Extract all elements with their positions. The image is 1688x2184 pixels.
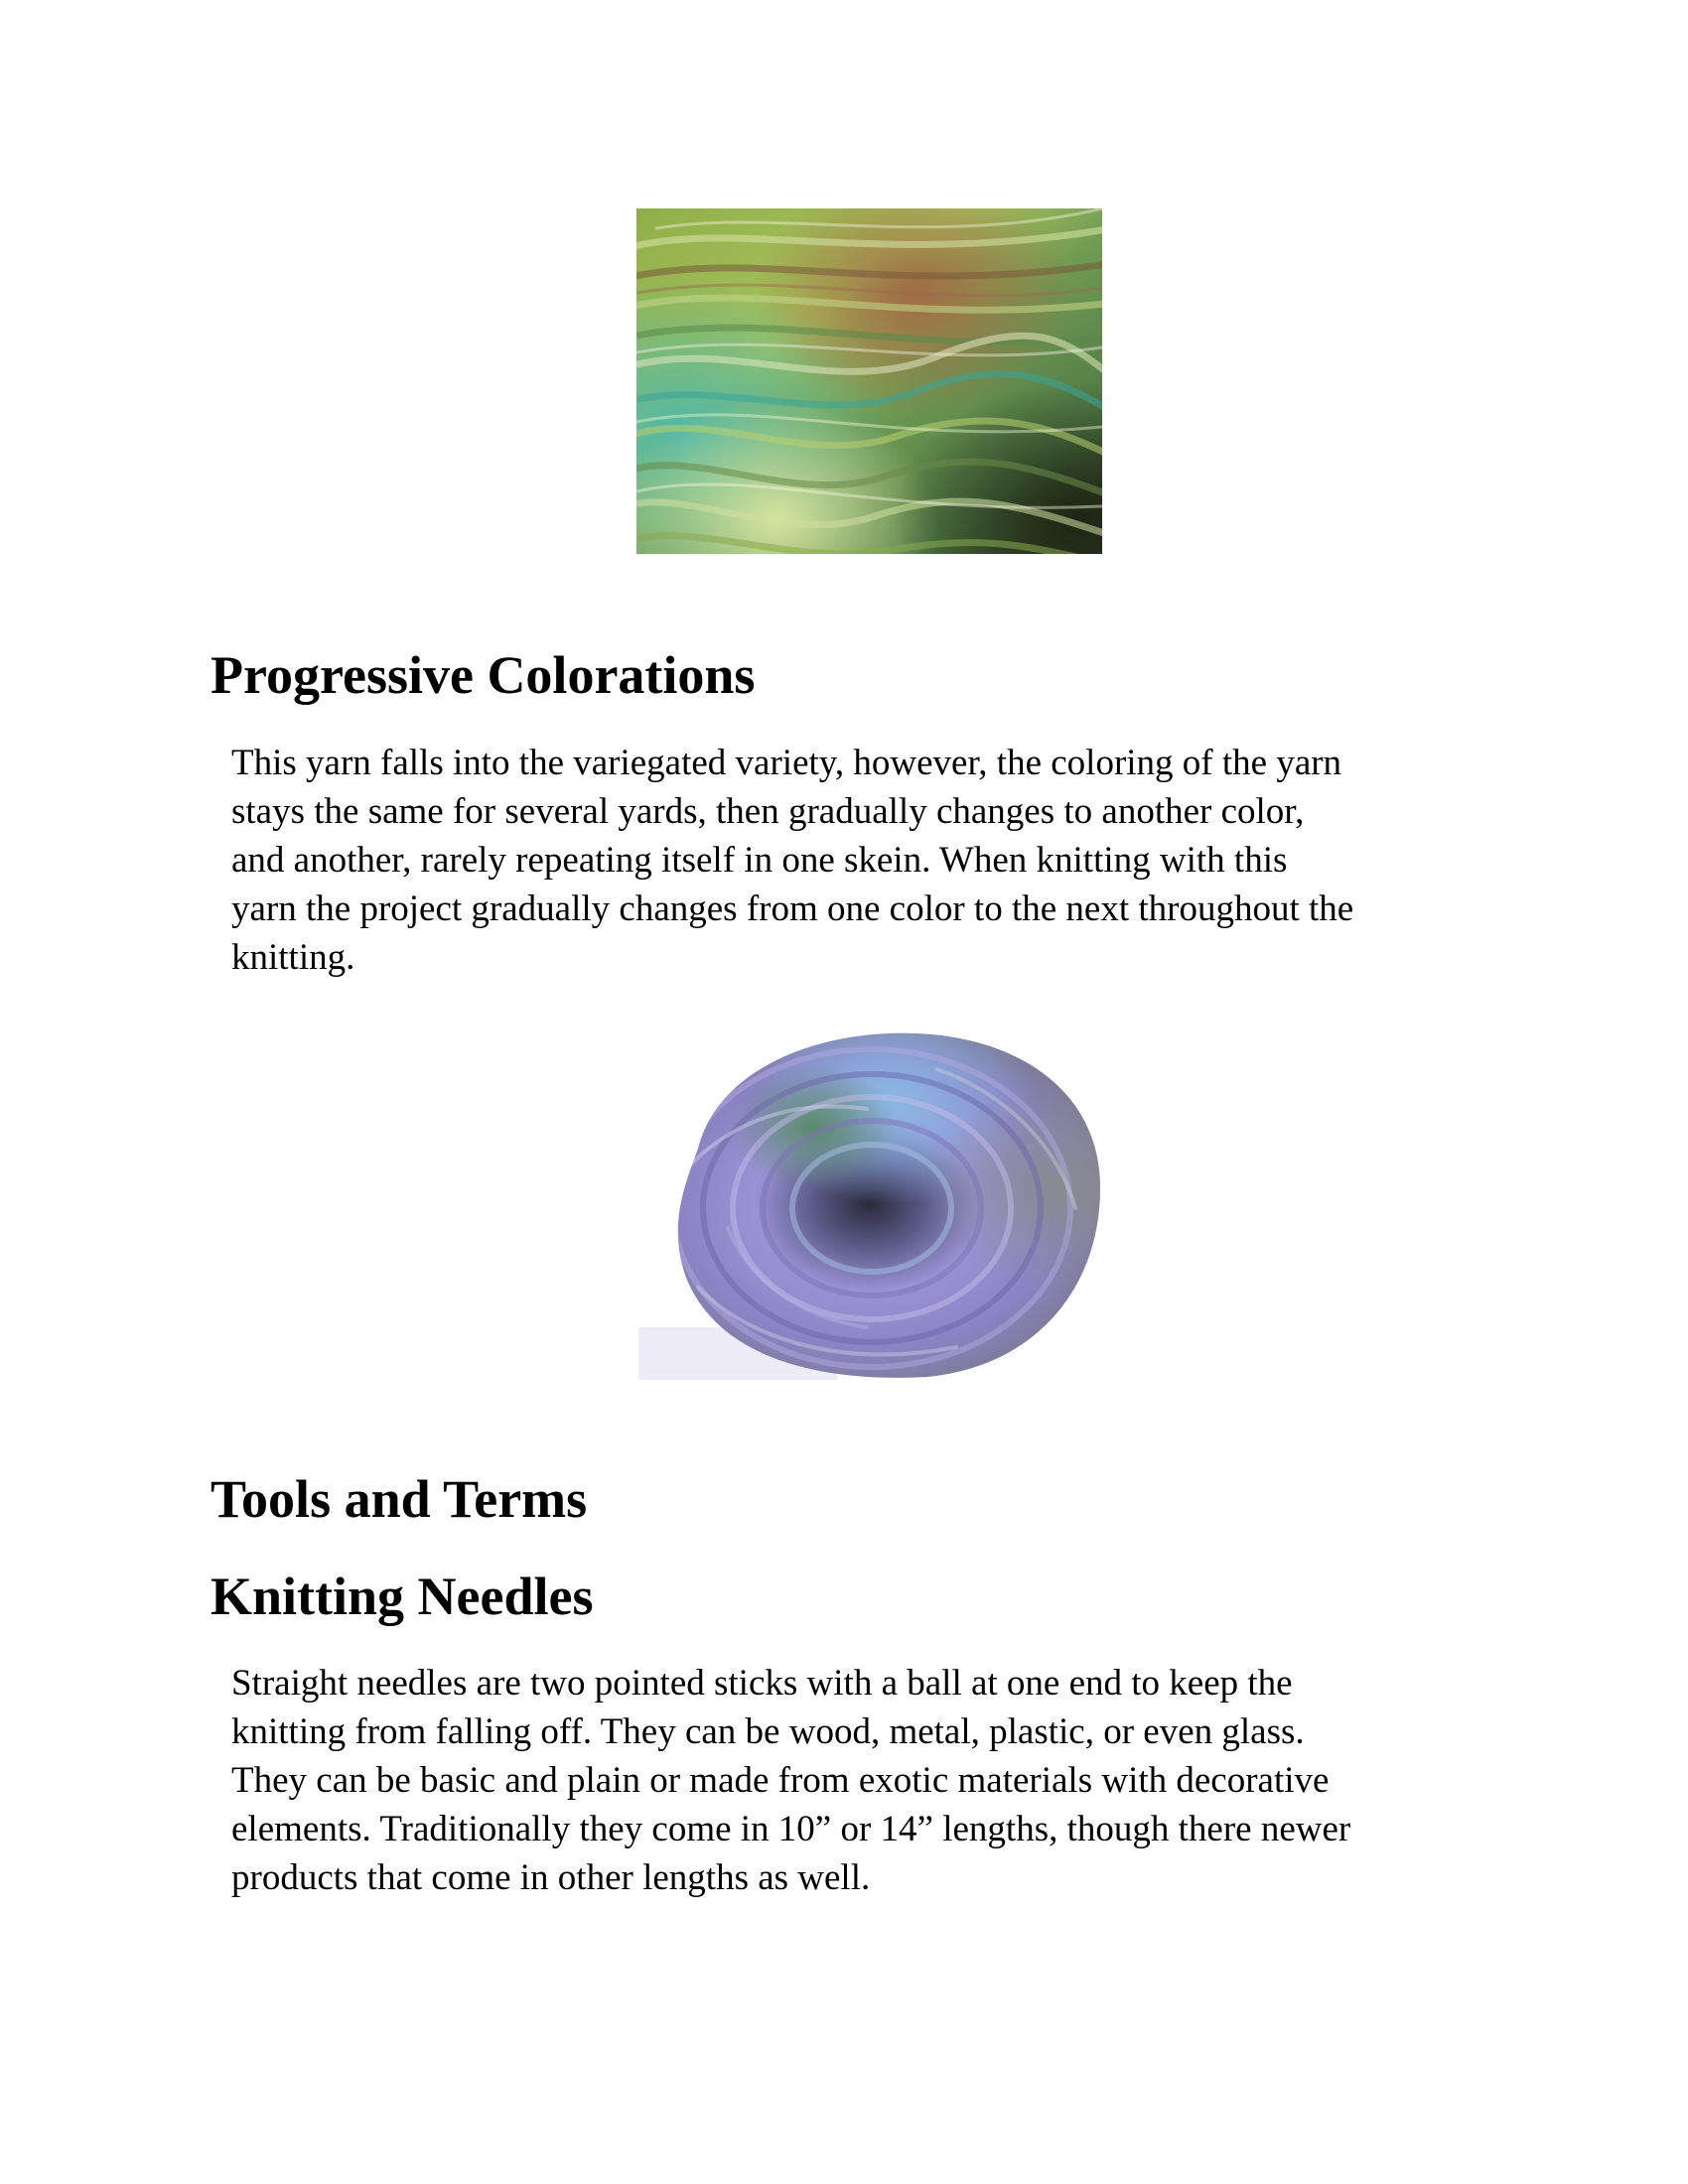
paragraph-line: This yarn falls into the variegated variety, however, the coloring of the yarn bbox=[231, 743, 1342, 783]
paragraph-line: They can be basic and plain or made from exotic materials with decorative bbox=[231, 1760, 1330, 1801]
yarn-ball-photo bbox=[638, 1029, 1100, 1380]
paragraph-line: knitting. bbox=[231, 937, 355, 978]
section-heading-tools-and-terms: Tools and Terms bbox=[211, 1469, 588, 1529]
section-heading-knitting-needles: Knitting Needles bbox=[211, 1567, 594, 1626]
paragraph-line: knitting from falling off. They can be wood, metal, plastic, or even glass. bbox=[231, 1711, 1305, 1752]
section-heading-progressive-colorations: Progressive Colorations bbox=[211, 645, 756, 705]
progressive-colorations-paragraph bbox=[231, 739, 1522, 982]
skein-yarn-photo bbox=[636, 208, 1102, 554]
paragraph-line: yarn the project gradually changes from one color to the next throughout the bbox=[231, 888, 1354, 929]
paragraph-line: stays the same for several yards, then gradually changes to another color, bbox=[231, 791, 1305, 832]
knitting-needles-paragraph bbox=[231, 1659, 1522, 1902]
paragraph-line: and another, rarely repeating itself in one skein. When knitting with this bbox=[231, 840, 1288, 881]
paragraph-line: Straight needles are two pointed sticks with a ball at one end to keep the bbox=[231, 1663, 1293, 1704]
paragraph-line: products that come in other lengths as well. bbox=[231, 1857, 871, 1898]
paragraph-line: elements. Traditionally they come in 10” or 14” lengths, though there newer bbox=[231, 1809, 1351, 1849]
